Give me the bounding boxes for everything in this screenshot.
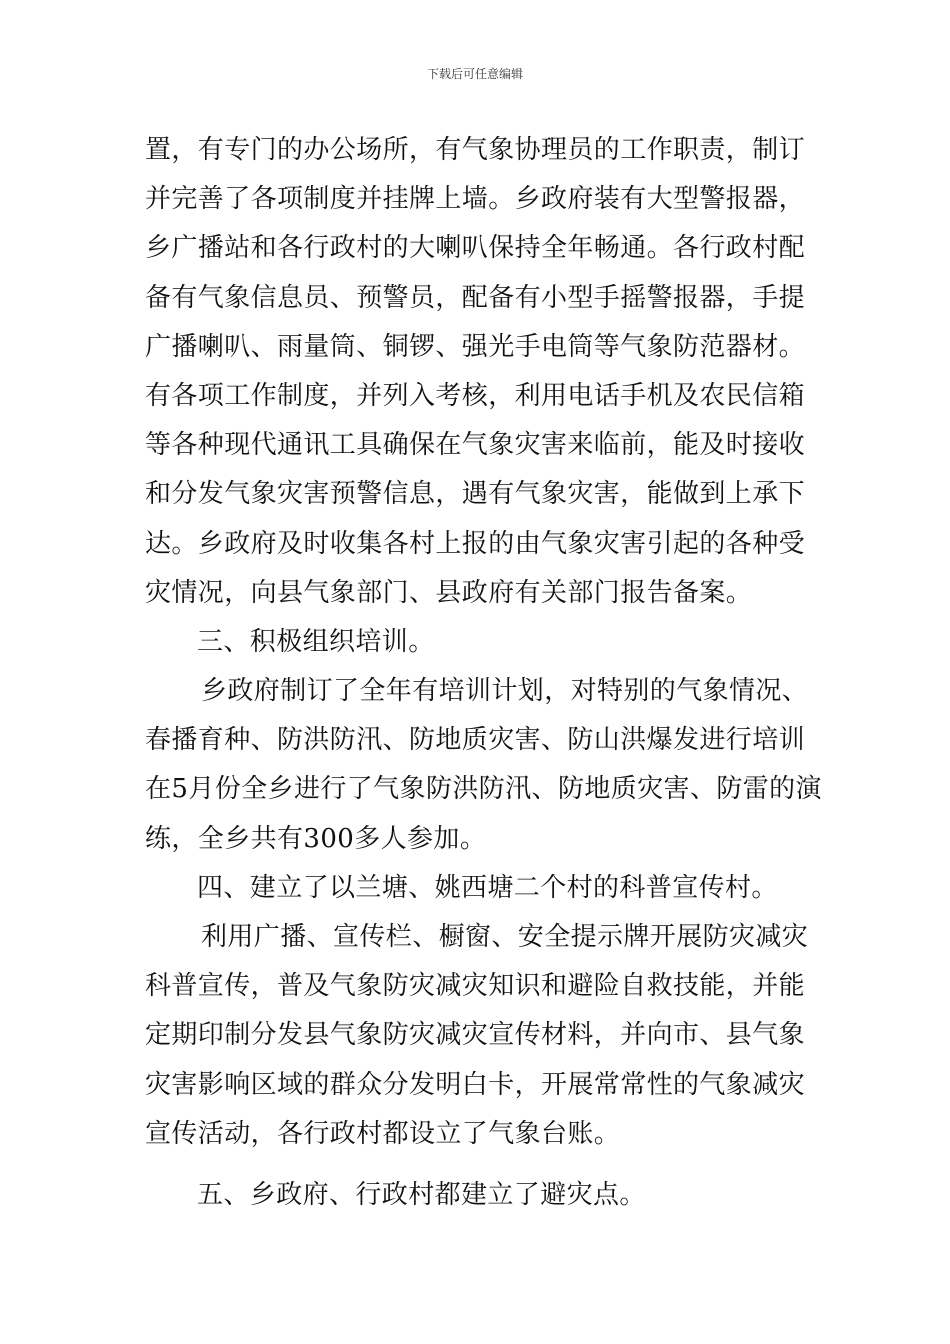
text-line: 练，全乡共有300多人参加。	[145, 823, 487, 854]
text-line: 备有气象信息员、预警员，配备有小型手摇警报器，手提	[145, 282, 806, 313]
section-heading: 五、乡政府、行政村都建立了避灾点。	[197, 1179, 646, 1210]
page-header: 下载后可任意编辑	[426, 67, 523, 81]
paragraph-first-line: 利用广播、宣传栏、橱窗、安全提示牌开展防灾减灾	[201, 922, 809, 952]
text-line: 灾情况，向县气象部门、县政府有关部门报告备案。	[145, 577, 753, 608]
text-line: 宣传活动，各行政村都设立了气象台账。	[145, 1118, 621, 1149]
text-line: 并完善了各项制度并挂牌上墙。乡政府装有大型警报器，	[145, 184, 806, 215]
text-line: 广播喇叭、雨量筒、铜锣、强光手电筒等气象防范器材。	[145, 331, 806, 362]
text-line: 在5月份全乡进行了气象防洪防汛、防地质灾害、防雷的演	[145, 774, 822, 805]
text-line: 春播育种、防洪防汛、防地质灾害、防山洪爆发进行培训	[145, 725, 806, 756]
section-heading: 四、建立了以兰塘、姚西塘二个村的科普宣传村。	[197, 872, 778, 903]
text-line: 有各项工作制度，并列入考核，利用电话手机及农民信箱	[145, 380, 806, 411]
text-line: 等各种现代通讯工具确保在气象灾害来临前，能及时接收	[145, 430, 806, 461]
section-heading: 三、积极组织培训。	[197, 626, 435, 657]
text-line: 达。乡政府及时收集各村上报的由气象灾害引起的各种受	[145, 528, 806, 559]
paragraph-first-line: 乡政府制订了全年有培训计划，对特别的气象情况、	[201, 676, 809, 707]
text-line: 置，有专门的办公场所，有气象协理员的工作职责，制订	[145, 135, 806, 165]
text-line: 科普宣传，普及气象防灾减灾知识和避险自救技能，并能	[145, 971, 806, 1002]
text-line: 定期印制分发县气象防灾减灾宣传材料，并向市、县气象	[145, 1020, 806, 1051]
text-line: 和分发气象灾害预警信息，遇有气象灾害，能做到上承下	[145, 479, 806, 510]
text-line: 乡广播站和各行政村的大喇叭保持全年畅通。各行政村配	[145, 233, 806, 264]
document-body	[145, 126, 822, 1220]
text-line: 灾害影响区域的群众分发明白卡，开展常常性的气象减灾	[145, 1069, 806, 1100]
